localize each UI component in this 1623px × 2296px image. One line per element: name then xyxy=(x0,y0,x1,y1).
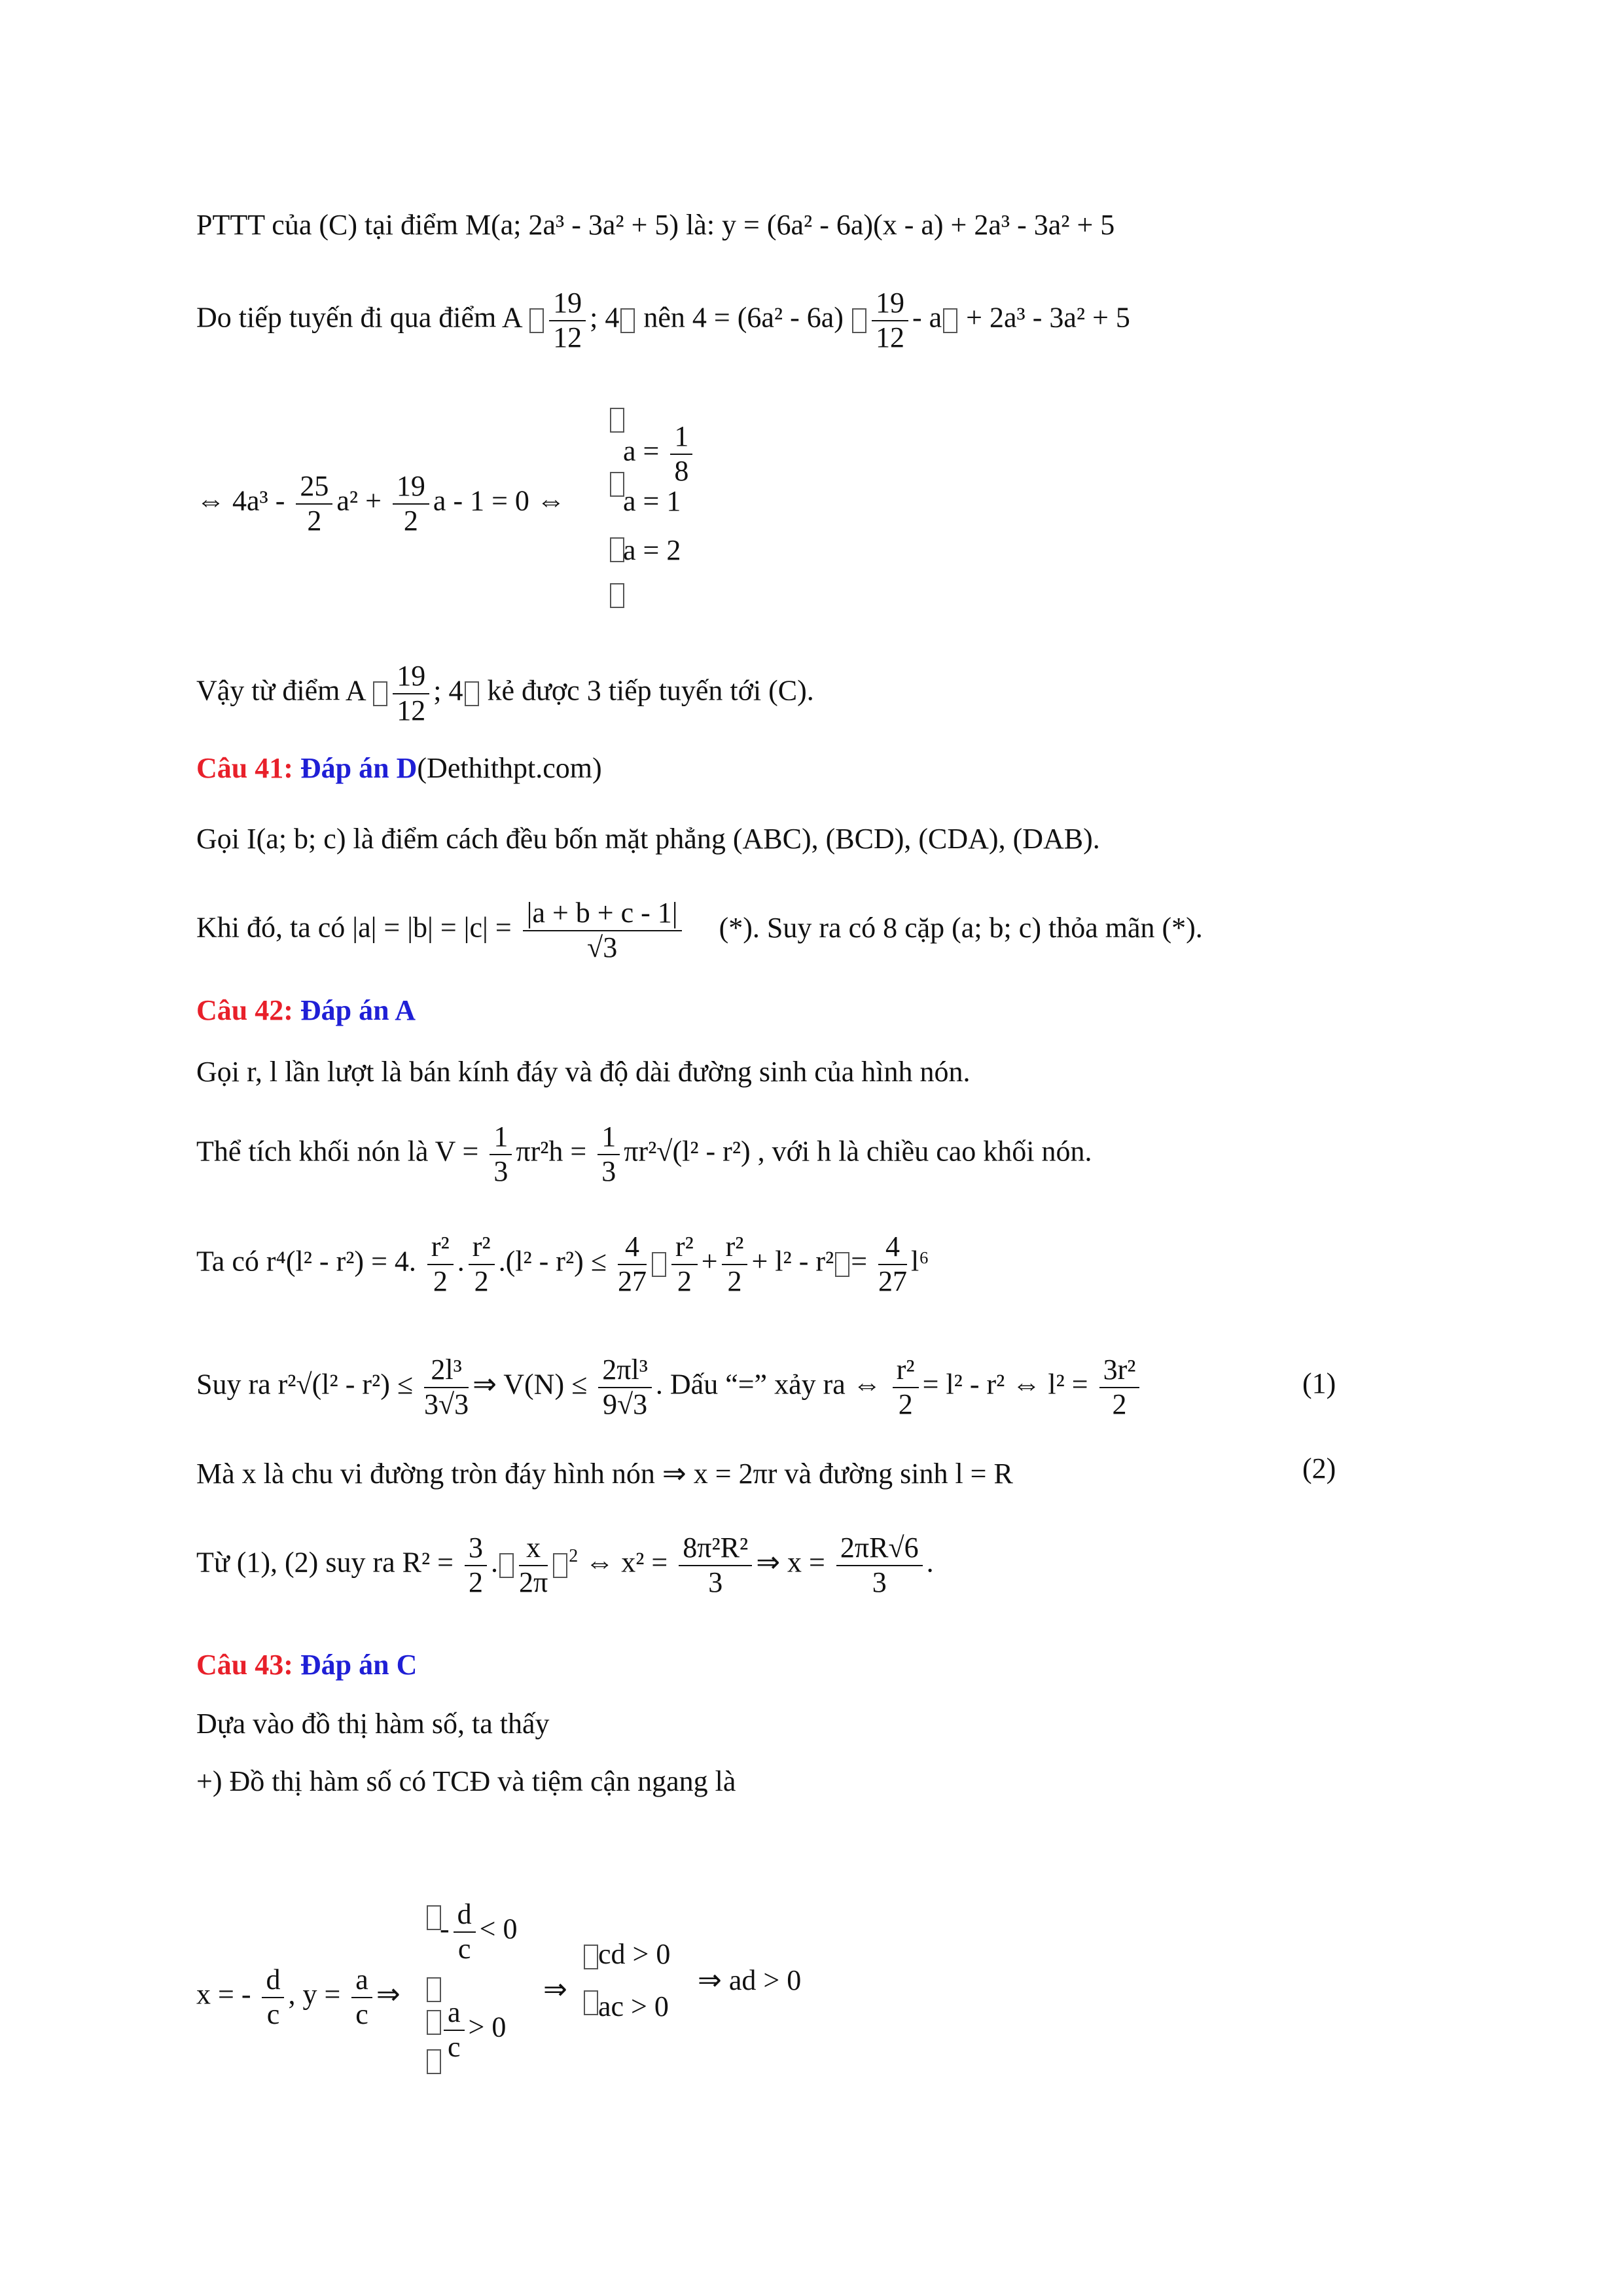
fraction-3-2: $\frac{3}{2}$ xyxy=(465,1532,487,1599)
question-43-answer: Đáp án C xyxy=(300,1649,418,1681)
equidistant-point-line xyxy=(196,822,1100,857)
fraction-2pil3-9sqrt3: $\frac{\text{2πl³}}{9√3}$ xyxy=(598,1354,652,1421)
case-a-two: a = 2 xyxy=(623,534,681,566)
fraction-19-12: $\frac{19}{12}$ xyxy=(549,287,586,354)
fraction-25-2: $\frac{25}{2}$ xyxy=(296,470,332,537)
case-a-one: a = 1 xyxy=(623,485,681,517)
question-41-heading xyxy=(196,751,602,786)
volume-bound-pre: Suy ra r²√(l² - r²) ≤ xyxy=(196,1368,414,1401)
fraction-19-12-c: $\frac{19}{12}$ xyxy=(393,660,429,727)
question-43-label: Câu 43: xyxy=(196,1649,293,1681)
volume-bound-end: = l² - r² ⇔ l² = xyxy=(922,1368,1088,1401)
asymptote-equation-line xyxy=(196,1964,401,2031)
asymptote-line xyxy=(196,1765,736,1799)
equation-number-2: (2) xyxy=(1302,1452,1336,1484)
bracket-glyph xyxy=(943,308,957,333)
condition-neg-d-over-c: - $\frac{d}{c}$ < 0 xyxy=(440,1898,518,1965)
question-41-answer: Đáp án D xyxy=(300,752,418,784)
fraction-19-12-b: $\frac{19}{12}$ xyxy=(872,287,908,354)
fraction-x-2pi: $\frac{x}{2\pi}$ xyxy=(519,1532,548,1598)
fraction-4-27-b: $\frac{4}{27}$ xyxy=(878,1230,908,1297)
cone-volume-post: πr²√(l² - r²) , với h là chiều cao khối nón. xyxy=(624,1135,1092,1168)
result-mid: ⇔ x² = xyxy=(585,1546,668,1579)
am-gm-pre: Ta có r⁴(l² - r²) = 4. xyxy=(196,1245,416,1278)
fraction-a-c: $\frac{a}{c}$ xyxy=(351,1964,372,2031)
equidistant-text: Gọi I(a; b; c) là điểm cách đều bốn mặt phẳng (ABC), (BCD), (CDA), (DAB). xyxy=(196,823,1100,855)
circumference-text: Mà x là chu vi đường tròn đáy hình nón ⇒ x = 2πr và đường sinh l = R xyxy=(196,1458,1013,1490)
bracket-glyph xyxy=(852,308,866,333)
condition-cd-positive: cd > 0 xyxy=(598,1938,671,1970)
graph-observation-line xyxy=(196,1707,550,1742)
abs-equation-line xyxy=(196,897,1203,964)
volume-bound-line xyxy=(196,1354,1143,1421)
am-gm-mid: .(l² - r²) ≤ xyxy=(498,1245,607,1278)
cone-volume-mid: πr²h = xyxy=(516,1135,587,1168)
fraction-4-27: $\frac{4}{27}$ xyxy=(617,1230,647,1297)
fraction-r2-2: $\frac{\text{r²}}{2}$ xyxy=(427,1230,454,1298)
abs-equation-post: (*). Suy ra có 8 cặp (a; b; c) thỏa mãn (*). xyxy=(719,911,1203,944)
am-gm-end: l⁶ xyxy=(911,1245,929,1278)
tangent-through-a-line: Do tiếp tuyến đi qua điểm A $\frac{19}{12}$ ; 4 nên 4 = (6a² - 6a) $\frac{19}{12}$ - a + 2a³ - 3a² + 5 xyxy=(196,287,1130,353)
fraction-2l3-3sqrt3: $\frac{\text{2l³}}{3√3}$ xyxy=(424,1354,469,1420)
conclusion-text-post: kẻ được 3 tiếp tuyến tới (C). xyxy=(487,674,814,707)
cubic-equation-line xyxy=(196,470,565,537)
fraction-19-2: $\frac{19}{2}$ xyxy=(393,470,429,537)
cone-volume-pre: Thể tích khối nón là V = xyxy=(196,1135,479,1168)
condition-ac-positive: ac > 0 xyxy=(598,1990,669,2022)
asymptote-text: +) Đồ thị hàm số có TCĐ và tiệm cận ngang là xyxy=(196,1765,736,1797)
conclusion-text-pre: Vậy từ điểm A xyxy=(196,674,365,707)
implies-arrow-2: ⇒ xyxy=(543,1973,567,2005)
fraction-1-3-b: $\frac{1}{3}$ xyxy=(597,1121,620,1188)
result-post: ⇒ x = xyxy=(756,1546,825,1579)
conclusion-line: Vậy từ điểm A $\frac{19}{12}$ ; 4 kẻ được 3 tiếp tuyến tới (C). xyxy=(196,660,814,726)
pttt-line xyxy=(196,208,1115,243)
tangent-text-mid: nên 4 = (6a² - 6a) xyxy=(643,301,844,334)
cubic-text-c: a - 1 = 0 ⇔ xyxy=(433,484,565,517)
am-gm-line: Ta có r⁴(l² - r²) = 4. $\frac{\text{r²}}{2}$ . $\frac{\text{r²}}{2}$ .(l² - r²) ≤ $\frac{4}{27}$ $\frac{\text{r²}}{2}$ + $\frac{\text{r²}}{2}$ + l² - r² = $\frac{4}{27}$ l⁶ xyxy=(196,1230,929,1297)
fraction-r2-2-c: $\frac{\text{r²}}{2}$ xyxy=(893,1354,919,1421)
cone-volume-line xyxy=(196,1121,1092,1188)
graph-observation-text: Dựa vào đồ thị hàm số, ta thấy xyxy=(196,1708,550,1740)
bracket-glyph xyxy=(620,308,635,333)
volume-bound-mid: ⇒ V(N) ≤ xyxy=(473,1368,588,1401)
implies-arrow: ⇒ xyxy=(376,1978,401,2011)
cubic-text-b: a² + xyxy=(336,484,382,517)
site-credit: (Dethithpt.com) xyxy=(417,752,602,784)
asymptote-eq-mid: , y = xyxy=(288,1978,341,2011)
case-a-one-eighth: a = $\frac{1}{8}$ xyxy=(623,420,696,488)
abs-equation-pre: Khi đó, ta có |a| = |b| = |c| = xyxy=(196,911,512,944)
question-42-answer: Đáp án A xyxy=(300,994,416,1026)
cubic-text-a: ⇔ 4a³ - xyxy=(196,484,285,517)
ad-positive-conclusion: ⇒ ad > 0 xyxy=(698,1964,802,1996)
result-line: Từ (1), (2) suy ra R² = $\frac{3}{2}$ . $\frac{x}{2\pi}$ $^2$ ⇔ x² = $\frac{\text{8π²R²}}{3}$ ⇒ x = $\frac{2\pi R√6}{3}$ . xyxy=(196,1532,934,1598)
fraction-abs-sqrt3: $\frac{|a + b + c - 1|}{√3}$ xyxy=(523,897,682,964)
pttt-text: PTTT của (C) tại điểm M(a; 2a³ - 3a² + 5) là: y = (6a² - 6a)(x - a) + 2a³ - 3a² + 5 xyxy=(196,209,1115,241)
fraction-1-3: $\frac{1}{3}$ xyxy=(490,1121,512,1188)
bracket-glyph xyxy=(529,308,544,333)
volume-bound-post: . Dấu “=” xảy ra ⇔ xyxy=(655,1368,882,1401)
fraction-8pi2r2-3: $\frac{\text{8π²R²}}{3}$ xyxy=(679,1532,752,1599)
tangent-text-pre: Do tiếp tuyến đi qua điểm A xyxy=(196,301,522,334)
question-42-heading xyxy=(196,994,416,1028)
question-42-label: Câu 42: xyxy=(196,994,293,1026)
asymptote-eq-pre: x = - xyxy=(196,1978,251,2011)
equation-number-1: (1) xyxy=(1302,1367,1336,1399)
condition-a-over-c: $\frac{a}{c}$ > 0 xyxy=(440,1996,506,2064)
cone-definition-line xyxy=(196,1055,971,1090)
question-41-label: Câu 41: xyxy=(196,752,293,784)
cone-definition-text: Gọi r, l lần lượt là bán kính đáy và độ dài đường sinh của hình nón. xyxy=(196,1056,971,1088)
fraction-2piRsqrt6-3: $\frac{2\pi R√6}{3}$ xyxy=(836,1532,923,1599)
question-43-heading xyxy=(196,1648,417,1683)
circumference-line xyxy=(196,1457,1013,1492)
tangent-text-post: + 2a³ - 3a² + 5 xyxy=(966,301,1130,334)
fraction-3r2-2: $\frac{\text{3r²}}{2}$ xyxy=(1099,1354,1140,1421)
fraction-r2-2-b: $\frac{\text{r²}}{2}$ xyxy=(469,1230,495,1298)
fraction-d-c: $\frac{d}{c}$ xyxy=(262,1964,284,2031)
result-pre: Từ (1), (2) suy ra R² = xyxy=(196,1546,454,1579)
